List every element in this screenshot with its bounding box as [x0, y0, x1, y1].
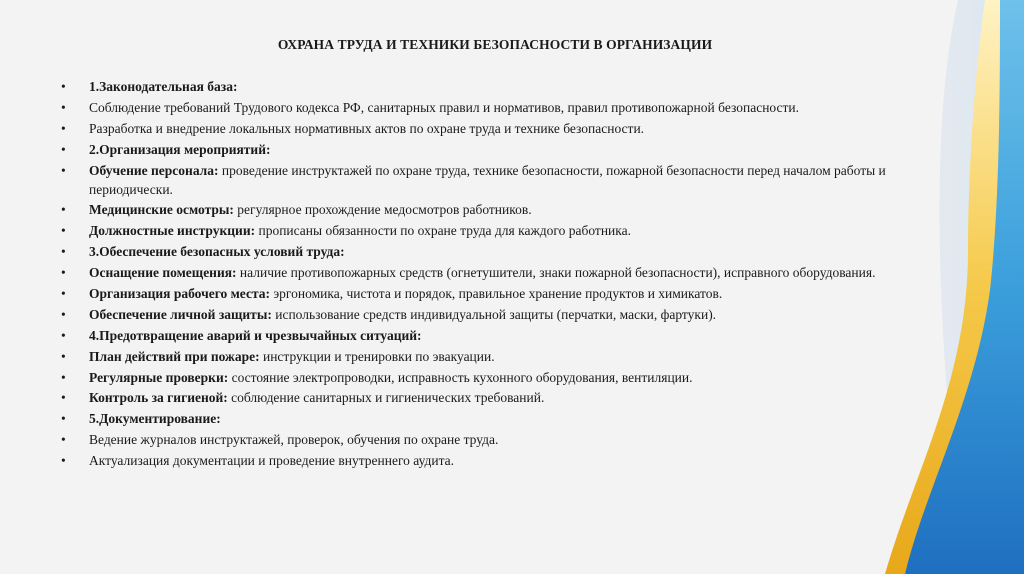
bullet-icon: • [61, 348, 66, 364]
section-heading [60, 326, 940, 345]
list-item [60, 451, 940, 470]
list-item [60, 368, 940, 387]
bullet-icon: • [61, 432, 66, 448]
item-text: наличие противопожарных средств (огнетушители, знаки пожарной безопасности), исправного оборудования. [236, 265, 876, 281]
item-text: 3.Обеспечение безопасных условий труда: [89, 244, 345, 260]
list-item [60, 200, 940, 219]
list-item [60, 119, 940, 138]
list-item [60, 98, 940, 117]
list-item [60, 388, 940, 407]
bullet-icon: • [61, 453, 66, 469]
bullet-icon: • [61, 141, 66, 157]
item-text: проведение инструктажей по охране труда, технике безопасности, пожарной безопасности перед началом работы и периодически. [89, 162, 886, 197]
item-label: План действий при пожаре: [89, 348, 260, 364]
item-text: эргономика, чистота и порядок, правильное хранение продуктов и химикатов. [270, 286, 723, 302]
bullet-icon: • [61, 286, 66, 302]
item-text: соблюдение санитарных и гигиенических требований. [227, 390, 545, 406]
item-label: Обеспечение личной защиты: [89, 306, 272, 322]
list-item [60, 263, 940, 282]
item-label: Должностные инструкции: [89, 223, 256, 239]
page-title: ОХРАНА ТРУДА И ТЕХНИКИ БЕЗОПАСНОСТИ В ОРГАНИЗАЦИИ [277, 37, 713, 52]
section-heading [60, 242, 940, 261]
item-text: регулярное прохождение медосмотров работников. [233, 202, 532, 218]
section-heading [60, 140, 940, 159]
bullet-icon: • [61, 244, 66, 260]
bullet-icon: • [61, 120, 66, 136]
bullet-icon: • [61, 327, 66, 343]
section-heading [60, 409, 940, 428]
item-text: использование средств индивидуальной защиты (перчатки, маски, фартуки). [271, 306, 717, 322]
list-item [60, 221, 940, 240]
item-text: 1.Законодательная база: [89, 79, 238, 94]
item-text: Ведение журналов инструктажей, проверок, обучения по охране труда. [89, 432, 499, 448]
bullet-icon: • [61, 306, 66, 322]
bullet-icon: • [61, 99, 66, 115]
bullet-icon: • [61, 223, 66, 239]
bullet-icon: • [61, 162, 66, 178]
bullet-icon: • [61, 411, 66, 427]
item-label: Регулярные проверки: [89, 369, 229, 385]
list-item [60, 305, 940, 324]
list-item [60, 284, 940, 303]
bullet-icon: • [61, 390, 66, 406]
item-text: инструкции и тренировки по эвакуации. [259, 348, 495, 364]
item-label: Контроль за гигиеной: [89, 390, 228, 406]
item-label: Оснащение помещения: [89, 265, 237, 281]
bullet-icon: • [61, 79, 66, 94]
item-label: Организация рабочего места: [89, 286, 270, 302]
item-text: 2.Организация мероприятий: [89, 141, 271, 157]
bullet-icon: • [61, 202, 66, 218]
list-item [60, 161, 940, 199]
item-text: Соблюдение требований Трудового кодекса РФ, санитарных правил и нормативов, правил противопожарной безопасности. [89, 99, 799, 115]
content-list [60, 77, 940, 472]
item-text: прописаны обязанности по охране труда для каждого работника. [255, 223, 631, 239]
item-label: Обучение персонала: [89, 162, 219, 178]
item-text: 5.Документирование: [89, 411, 221, 427]
section-heading [60, 77, 940, 96]
list-item [60, 347, 940, 366]
item-text: Разработка и внедрение локальных нормативных актов по охране труда и технике безопасности. [89, 120, 645, 136]
item-text: состояние электропроводки, исправность кухонного оборудования, вентиляции. [228, 369, 693, 385]
item-text: Актуализация документации и проведение внутреннего аудита. [89, 453, 455, 469]
item-label: Медицинские осмотры: [89, 202, 234, 218]
list-item [60, 430, 940, 449]
bullet-icon: • [61, 265, 66, 281]
bullet-icon: • [61, 369, 66, 385]
item-text: 4.Предотвращение аварий и чрезвычайных ситуаций: [89, 327, 422, 343]
